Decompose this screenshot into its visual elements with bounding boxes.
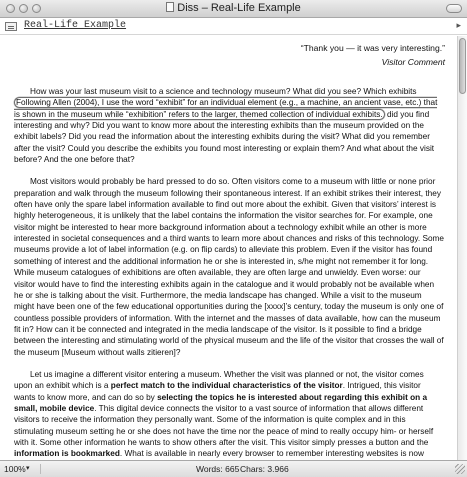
vertical-scrollbar[interactable] [457, 36, 467, 460]
footnote-annotation[interactable]: Following Allen (2004), I use the word “exhibit” for an individual element (e.g., a machine, an ancient vase, etc.) that is shown in the museum while “exhibition” refers to the larger, themed collection of individual exhibits. [14, 98, 438, 119]
word-count: Words: 665 [196, 464, 240, 474]
quote-attribution: Visitor Comment [381, 57, 445, 67]
paragraph-3-text-c: . Intrigued, this visitor wants to know more, and can do so by [14, 381, 421, 402]
title-bar [0, 0, 467, 18]
quote-text: “Thank you — it was very interesting.” [300, 43, 445, 53]
editor-area[interactable] [0, 36, 457, 460]
document-body[interactable] [14, 86, 444, 460]
horizontal-scrollbar[interactable] [40, 464, 190, 474]
bold-phrase-1: perfect match to the individual characteristics of the visitor [110, 381, 343, 391]
chevron-right-icon[interactable]: ▸ [456, 21, 461, 31]
epigraph [301, 41, 445, 69]
resize-grip-icon[interactable] [455, 464, 465, 474]
document-icon [166, 2, 174, 12]
paragraph-2[interactable]: Most visitors would probably be hard pressed to do so. Often visitors come to a museum with little or none prior preparation and walk through the museum following their spontaneous interest. If an exhibit strikes their interest, they often have only the spare label information available to find out more about the exhibit. Given that visitors’ interest is highly heterogeneous, it is unlikely that the label contains the information the visitor searches for. For example, one visitor might be interested to hear more background information about a technology exhibit while an other is more interested in societal consequences and a third wants to learn more about chances and risks of this technology. Some museums provide a lot of label information (e.g. on flip cards) to alleviate this problem. Even if the visitor has found something of interest and the additional information he or she is interested in, s/he might not remember it for long. While museum catalogues of exhibitions are often available, they are often large and unwieldy. Even worse: our visitor would have to find the interesting exhibits again in the catalogue and it would probably not be available when he or she is talking about the visit. Furthermore, the media landscape has changed. While a visit to the museum might have been one of the few educational opportunities during the [xxxx]’s century, today the museum is only one of countless possible providers of information. With the internet and the masses of data available, how can the museum fit in? How can it be connected and integrated in the media landscape of the visitor. Is it possible to find a bridge between the interesting and stimulating world of the physical museum and the life of the visitor that crosses the wall of the museum [Museum without walls zitieren]? [14, 177, 445, 357]
paragraph-3-text-d: . This digital device connects the visitor to a vast source of information that allows different visitors to receive the information they personally want. Some of the information is quite complex and in this stimulating museum setting he or she does not have the time nor the peace of mind to really occupy him- or herself with it. Some other information he wants to show others after the visit. This visitor simply presses a button and the [14, 403, 434, 447]
chevron-down-icon[interactable]: ▾ [26, 465, 30, 472]
paragraph-3-text-e: . What is available in nearly every browser to remember interesting websites is now [119, 449, 424, 459]
scrollbar-thumb[interactable] [459, 38, 466, 94]
paragraph-1-text-b: did you find interesting and why? Did you want to know more about the interesting exhibits than the museum provided on the exhibit labels? Did you read the information about the interesting exhibits during the visit? What did you remember after the visit? Could you describe the exhibits you found most interesting or explain them? And what about the visit before? And the one before that? [14, 109, 435, 165]
bold-phrase-3: information is bookmarked [14, 449, 120, 459]
paragraph-1[interactable] [14, 86, 444, 165]
bold-phrase-2: selecting the topics he is interested about regarding this exhibit on a small, mobile device [14, 392, 428, 413]
window-title [0, 2, 467, 14]
document-header [0, 18, 467, 35]
toolbar-toggle-button[interactable] [446, 4, 462, 13]
document-name-link[interactable]: Real-Life Example [24, 20, 127, 31]
status-bar [0, 460, 467, 477]
paragraph-1-text-a: How was your last museum visit to a science and technology museum? What did you see? Which exhibits [30, 87, 417, 96]
paragraph-3-text-a: Let us imagine a different visitor entering a museum. Whether the visit was planned or not, the visitor comes upon an exhibit which is a [14, 369, 424, 391]
zoom-select[interactable]: 100% [4, 464, 26, 474]
card-icon[interactable] [5, 22, 17, 31]
char-count: Chars: 3.966 [240, 464, 289, 474]
window-title-text: Diss – Real-Life Example [177, 2, 301, 14]
paragraph-3[interactable] [14, 369, 444, 460]
